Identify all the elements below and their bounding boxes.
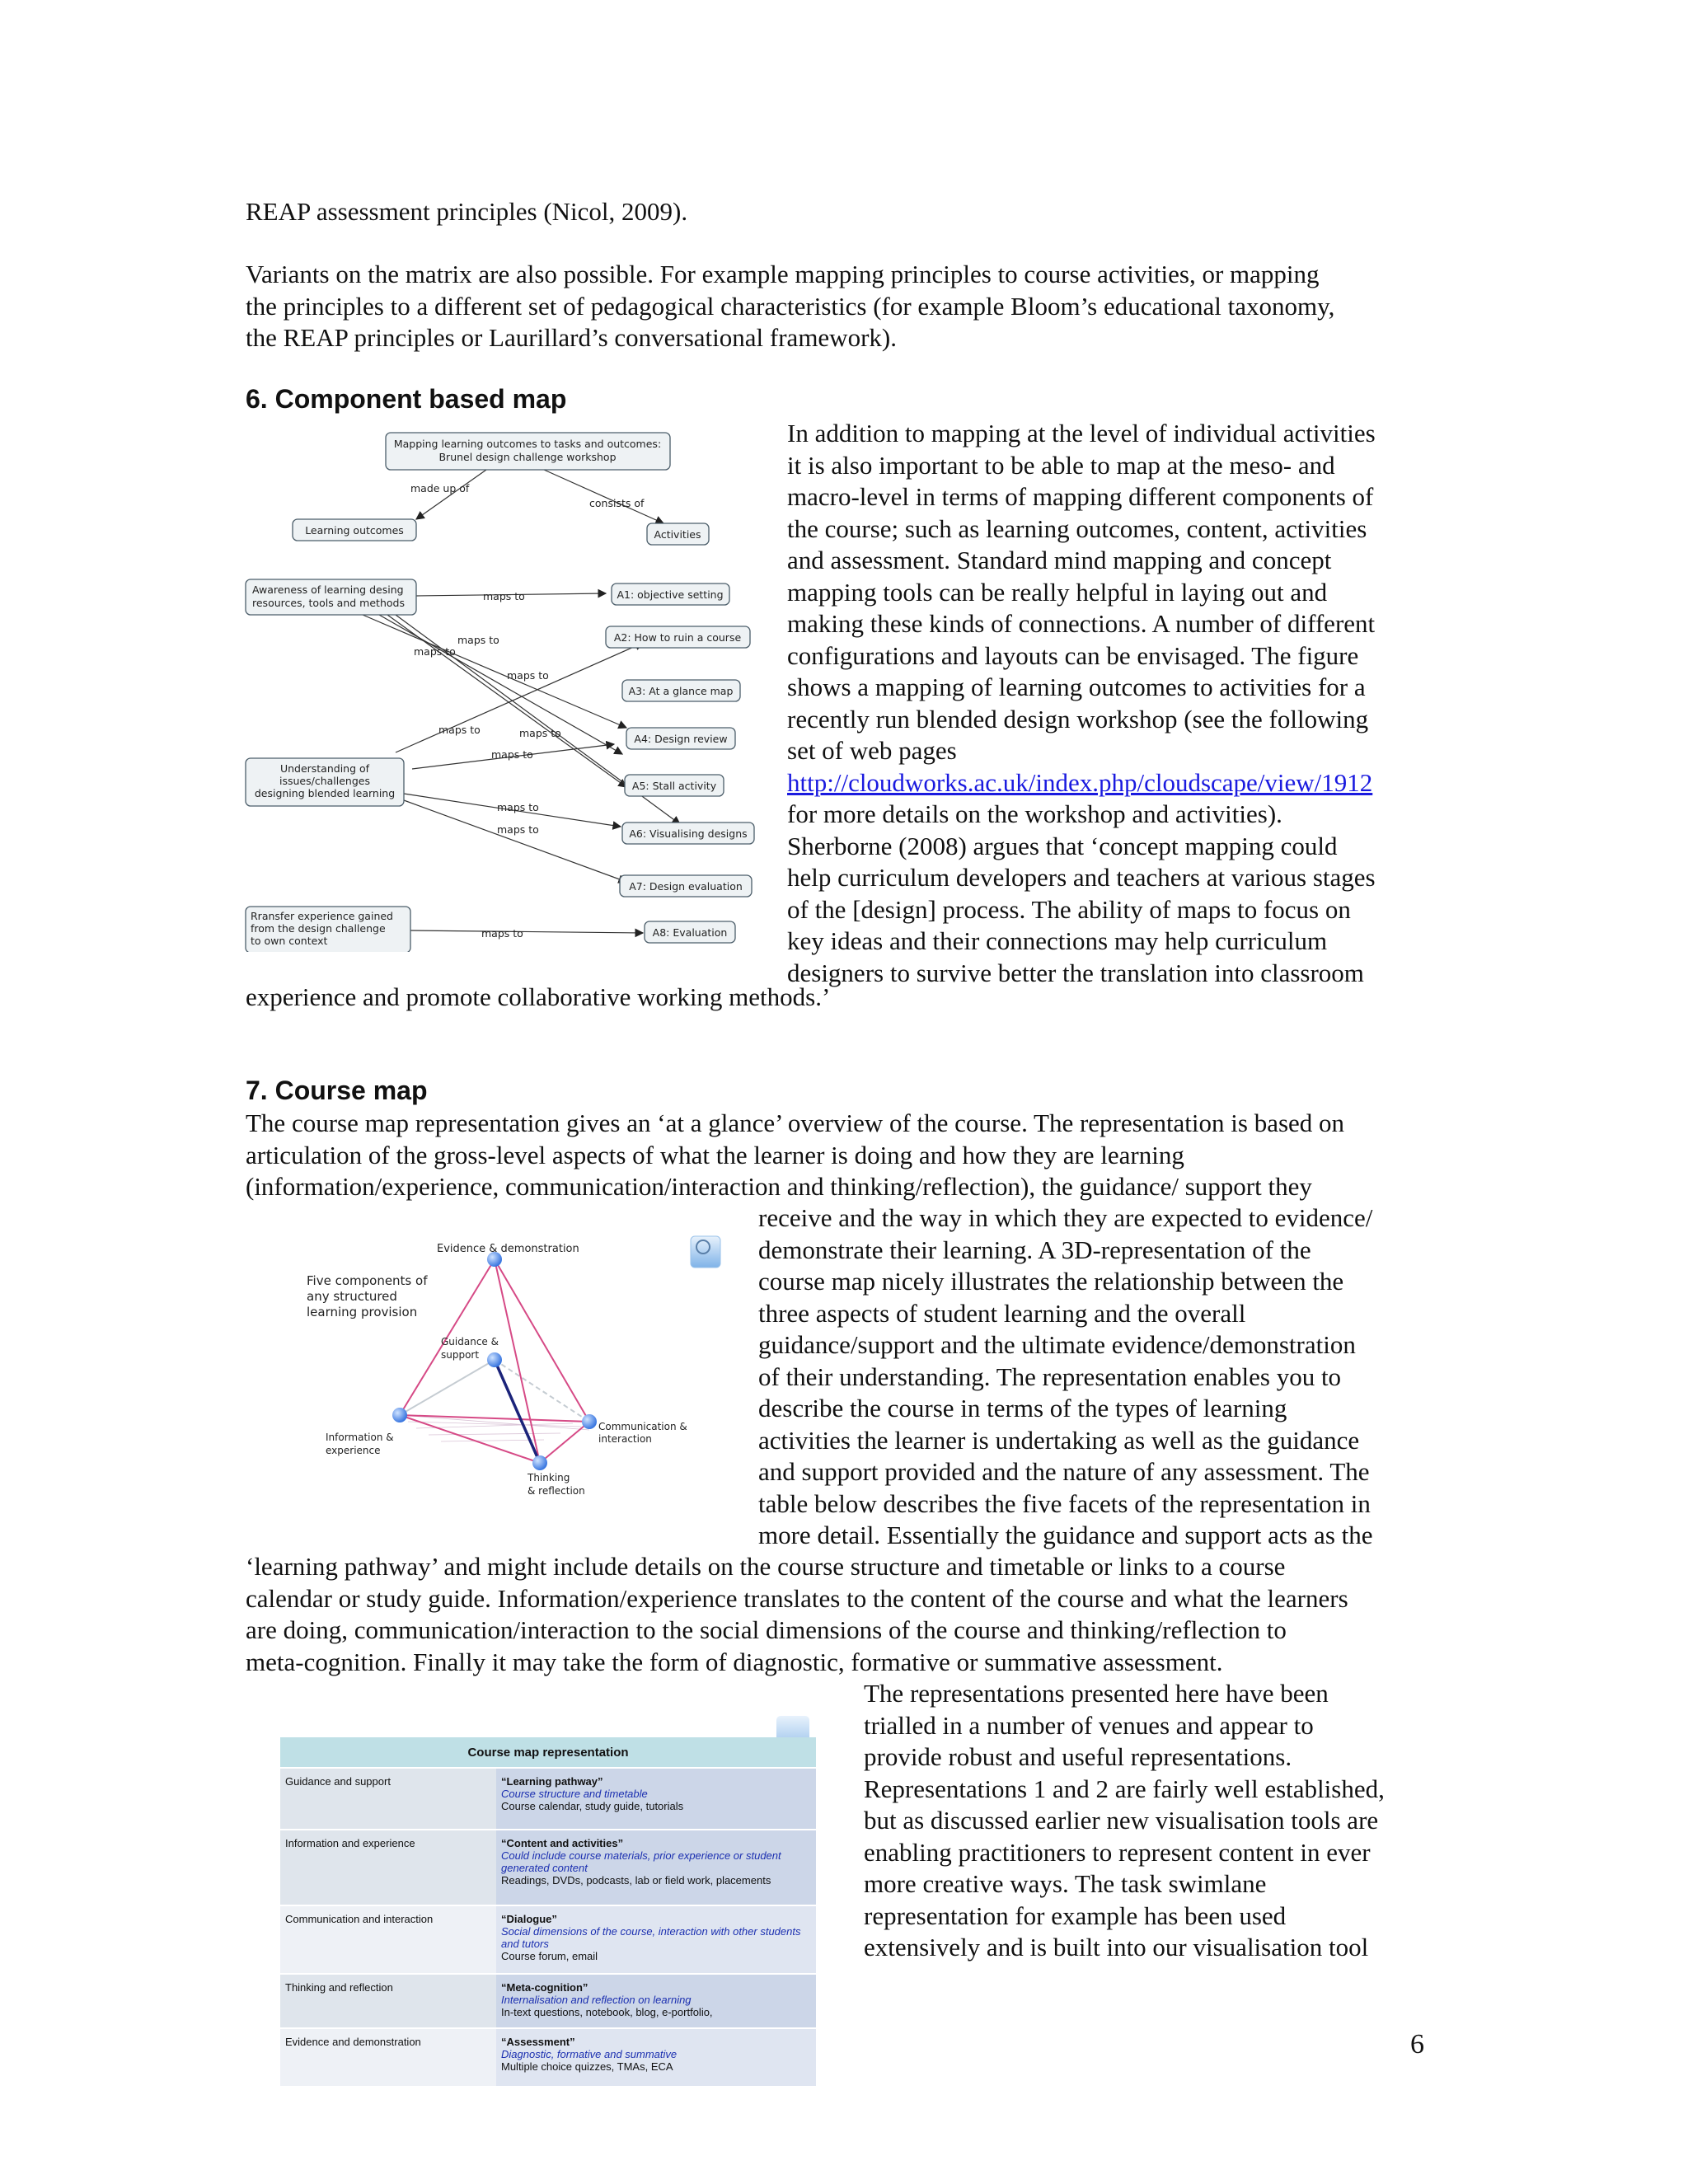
edge-label: maps to [497,823,539,836]
label-guidance-1: Guidance & [441,1336,499,1347]
course-map-pyramid [297,1232,725,1512]
paragraph-course-map-continued: ‘learning pathway’ and might include details on the course structure and timetable or links to a course calendar or study guide. Information/experience translates to the content of the course and what the learners are doing, communication/interaction to the social dimensions of the course and thinking/reflection to meta-cognition. Finally it may take the form of diagnostic, formative or summative assessment. [246,1552,1348,1676]
label-comm-2: interaction [598,1433,652,1445]
node-a2: A2: How to ruin a course [613,631,742,644]
edge-label: maps to [483,590,525,602]
label-five-3: learning provision [307,1305,418,1319]
node-guidance [487,1352,502,1367]
table-row: Information and experience “Content and activities” Could include course materials, prior experience or student generated content Readings, DVDs, podcasts, lab or field work, placements [280,1830,816,1905]
paragraph-reap: REAP assessment principles (Nicol, 2009). [246,197,688,226]
label-five-1: Five components of [307,1273,428,1288]
node-a4: A4: Design review [634,733,728,745]
map-title-line1: Mapping learning outcomes to tasks and outcomes: [393,438,662,450]
edge-label: maps to [438,724,481,736]
table-row: Thinking and reflection “Meta-cognition” Internalisation and reflection on learning In-text questions, notebook, blog, e-portfolio, [280,1974,816,2028]
paragraph-component-map: In addition to mapping at the level of individual activities it is also important to be able to map at the meso- and macro-level in terms of mapping different components of the course; such as learning outcomes, content, activities and assessment. Standard mind mapping and concept mapping tools can be really helpful in laying out and making these kinds of connections. A number of different configurations and layouts can be envisaged. The figure shows a mapping of learning outcomes to activities for a recently run blended design workshop (see the following set of web pages http://cloudworks.ac.uk/index.php/cloudscape/view/1912 for more details on the workshop and activities). Sherborne (2008) argues that ‘concept mapping could help curriculum developers and teachers at various stages of the [design] process. The ability of maps to focus on key ideas and their connections may help curriculum designers to survive better the translation into classroom [787,419,1376,987]
label-info-2: experience [326,1445,381,1456]
table-row: Guidance and support “Learning pathway” Course structure and timetable Course calendar, study guide, tutorials [280,1768,816,1830]
paragraph-representations: The representations presented here have been trialled in a number of venues and appear to provide robust and useful representations. Representations 1 and 2 are fairly well established, but as discussed earlier new visualisation tools are enabling practitioners to represent content in ever more creative ways. The task swimlane representation for example has been used extensively and is built into our visualisation tool [864,1679,1385,1961]
node-lo2-line3: designing blended learning [254,787,396,799]
edge-label: maps to [507,669,549,682]
edge-label: maps to [497,801,539,813]
label-info-1: Information & [326,1432,394,1443]
page-number: 6 [1410,2029,1424,2060]
edge-label: maps to [481,927,523,940]
label-five-2: any structured [307,1289,397,1304]
label-guidance-2: support [441,1349,480,1361]
edge-label: maps to [491,748,533,761]
node-activities: Activities [654,528,701,541]
course-map-table [280,1737,816,2086]
edge-label: maps to [414,645,456,658]
map-title-line2: Brunel design challenge workshop [438,451,617,463]
edge-label: maps to [457,634,499,646]
node-lo3-line2: from the design challenge [251,922,386,935]
label-evidence: Evidence & demonstration [437,1243,579,1255]
heading-course-map: 7. Course map [246,1076,428,1105]
label-comm-1: Communication & [598,1421,687,1432]
node-lo1-line2: resources, tools and methods [252,597,405,609]
node-learning-outcomes: Learning outcomes [305,524,404,537]
edge-labels [414,590,561,940]
paragraph-course-map-right: receive and the way in which they are expected to evidence/ demonstrate their learning. A 3D-representation of the course map nicely illustrates the relationship between the three aspects of student learning and the overall guidance/support and the ultimate evidence/demonstration of their understanding. The representation enables you to describe the course in terms of the types of learning activities the learner is undertaking as well as the guidance and support provided and the nature of any assessment. The table below describes the five facets of the representation in more detail. Essentially the guidance and support acts as the [758,1203,1373,1549]
node-information [392,1408,407,1422]
node-thinking [532,1455,547,1470]
node-a1: A1: objective setting [617,588,724,601]
label-consists-of: consists of [589,497,645,509]
label-made-up-of: made up of [410,482,470,494]
heading-component-map: 6. Component based map [246,384,567,414]
node-a3: A3: At a glance map [628,685,734,697]
node-lo3-line1: Rransfer experience gained [251,910,393,922]
node-lo1-line1: Awareness of learning desing [252,583,404,596]
table-title: Course map representation [280,1737,816,1768]
node-a5: A5: Stall activity [631,780,717,792]
node-communication [582,1414,597,1429]
label-think-2: & reflection [528,1485,585,1497]
table-row: Evidence and demonstration “Assessment” Diagnostic, formative and summative Multiple choice quizzes, TMAs, ECA [280,2028,816,2086]
concept-map-figure [239,424,767,952]
node-lo3-line3: to own context [251,935,328,947]
paragraph-course-map-intro: The course map representation gives an ‘at a glance’ overview of the course. The representation is based on articulation of the gross-level aspects of what the learner is doing and how they are learning (information/experience, communication/interaction and thinking/reflection), the guidance/ support they [246,1108,1345,1201]
node-a7: A7: Design evaluation [629,880,743,893]
cloudworks-link[interactable]: http://cloudworks.ac.uk/index.php/cloudscape/view/1912 [787,767,1373,797]
node-lo2-line2: issues/challenges [279,775,370,787]
paragraph-component-map-end: experience and promote collaborative working methods.’ [246,982,831,1011]
edge-label: maps to [519,727,561,739]
node-a8: A8: Evaluation [652,926,728,939]
node-lo2-line1: Understanding of [279,762,370,775]
label-think-1: Thinking [528,1472,570,1483]
node-a6: A6: Visualising designs [629,827,748,840]
table-row: Communication and interaction “Dialogue” Social dimensions of the course, interaction with other students and tutors Course forum, email [280,1905,816,1974]
paragraph-variants: Variants on the matrix are also possible. For example mapping principles to course activities, or mapping the principles to a different set of pedagogical characteristics (for example Bloom’s educational taxonomy, the REAP principles or Laurillard’s conversational framework). [246,260,1335,352]
